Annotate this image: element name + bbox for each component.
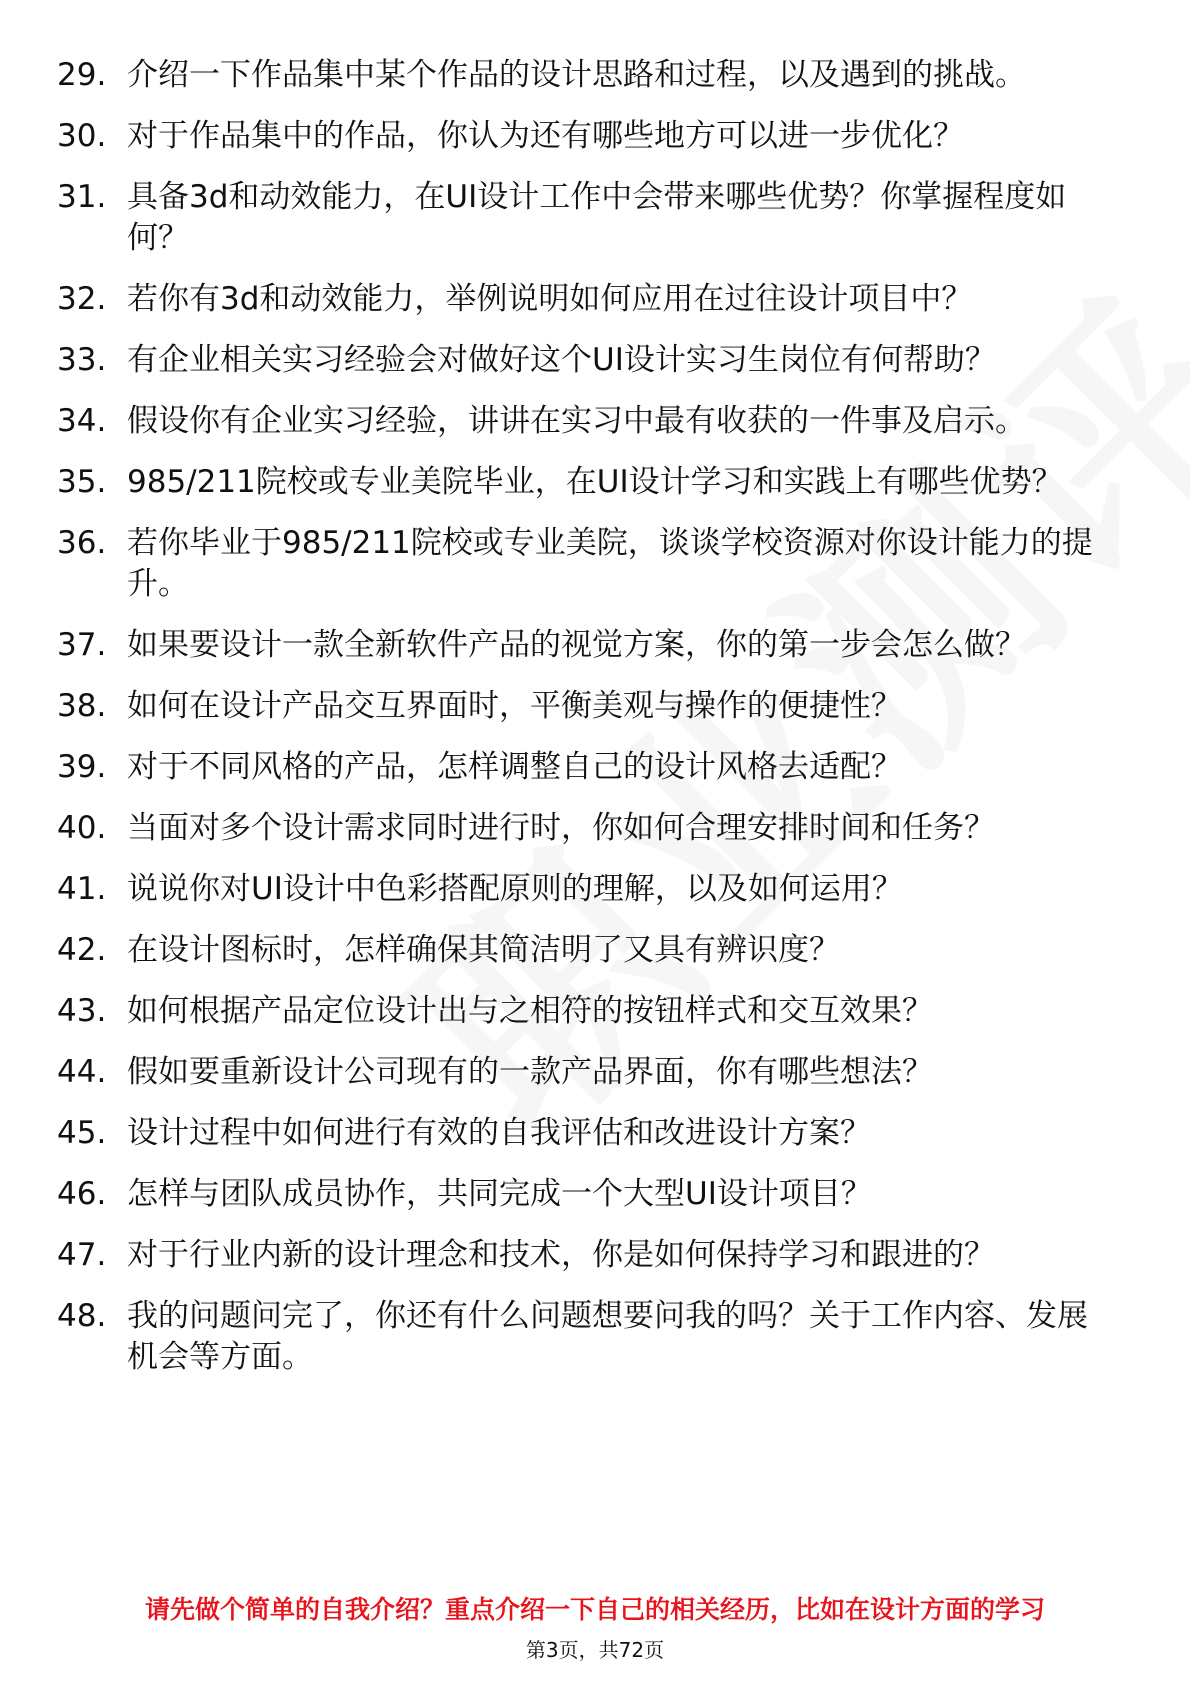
question-text: 具备3d和动效能力，在UI设计工作中会带来哪些优势？你掌握程度如何？	[127, 179, 1067, 256]
question-item	[0, 686, 1190, 727]
question-list	[0, 55, 1190, 1398]
question-text: 有企业相关实习经验会对做好这个UI设计实习生岗位有何帮助？	[127, 342, 996, 378]
question-item	[0, 116, 1190, 157]
question-item	[0, 1174, 1190, 1215]
question-text: 假设你有企业实习经验，讲讲在实习中最有收获的一件事及启示。	[127, 403, 1026, 439]
question-text: 如何根据产品定位设计出与之相符的按钮样式和交互效果？	[127, 993, 933, 1029]
question-text: 若你有3d和动效能力，举例说明如何应用在过往设计项目中？	[127, 281, 973, 317]
question-item	[0, 401, 1190, 442]
question-item	[0, 1052, 1190, 1093]
question-number: 46.	[57, 1176, 107, 1212]
question-text: 985/211院校或专业美院毕业，在UI设计学习和实践上有哪些优势？	[127, 464, 1063, 500]
question-text: 对于行业内新的设计理念和技术，你是如何保持学习和跟进的？	[127, 1237, 995, 1273]
question-number: 44.	[57, 1054, 107, 1090]
question-text: 如何在设计产品交互界面时，平衡美观与操作的便捷性？	[127, 688, 902, 724]
question-number: 41.	[57, 871, 107, 907]
question-text: 我的问题问完了，你还有什么问题想要问我的吗？关于工作内容、发展机会等方面。	[127, 1298, 1088, 1375]
footer-banner: 请先做个简单的自我介绍？重点介绍一下自己的相关经历，比如在设计方面的学习	[144, 1595, 1045, 1624]
question-number: 30.	[57, 118, 107, 154]
question-number: 34.	[57, 403, 107, 439]
question-number: 33.	[57, 342, 107, 378]
question-number: 42.	[57, 932, 107, 968]
question-text: 怎样与团队成员协作，共同完成一个大型UI设计项目？	[127, 1176, 872, 1212]
question-item	[0, 1113, 1190, 1154]
question-item	[0, 808, 1190, 849]
question-number: 39.	[57, 749, 107, 785]
question-item	[0, 991, 1190, 1032]
question-text: 当面对多个设计需求同时进行时，你如何合理安排时间和任务？	[127, 810, 995, 846]
question-number: 45.	[57, 1115, 107, 1151]
question-item	[0, 747, 1190, 788]
question-item	[0, 1296, 1190, 1378]
question-text: 假如要重新设计公司现有的一款产品界面，你有哪些想法？	[127, 1054, 933, 1090]
question-number: 47.	[57, 1237, 107, 1273]
question-number: 29.	[57, 57, 107, 93]
question-text: 设计过程中如何进行有效的自我评估和改进设计方案？	[127, 1115, 871, 1151]
question-number: 36.	[57, 525, 107, 561]
question-number: 31.	[57, 179, 107, 215]
question-item	[0, 177, 1190, 259]
page-number: 第3页，共72页	[525, 1638, 665, 1662]
question-item	[0, 869, 1190, 910]
question-item	[0, 55, 1190, 96]
question-item	[0, 340, 1190, 381]
question-text: 如果要设计一款全新软件产品的视觉方案，你的第一步会怎么做？	[127, 627, 1026, 663]
question-item	[0, 1235, 1190, 1276]
question-text: 对于不同风格的产品，怎样调整自己的设计风格去适配？	[127, 749, 902, 785]
question-item	[0, 523, 1190, 605]
question-item	[0, 462, 1190, 503]
question-text: 在设计图标时，怎样确保其简洁明了又具有辨识度？	[127, 932, 840, 968]
question-item	[0, 930, 1190, 971]
question-text: 若你毕业于985/211院校或专业美院，谈谈学校资源对你设计能力的提升。	[127, 525, 1093, 602]
question-text: 说说你对UI设计中色彩搭配原则的理解，以及如何运用？	[127, 871, 903, 907]
question-number: 35.	[57, 464, 107, 500]
question-number: 43.	[57, 993, 107, 1029]
question-item	[0, 625, 1190, 666]
question-number: 37.	[57, 627, 107, 663]
question-text: 对于作品集中的作品，你认为还有哪些地方可以进一步优化？	[127, 118, 964, 154]
question-number: 40.	[57, 810, 107, 846]
question-item	[0, 279, 1190, 320]
question-number: 38.	[57, 688, 107, 724]
question-text: 介绍一下作品集中某个作品的设计思路和过程，以及遇到的挑战。	[127, 57, 1026, 93]
question-number: 48.	[57, 1298, 107, 1334]
question-number: 32.	[57, 281, 107, 317]
